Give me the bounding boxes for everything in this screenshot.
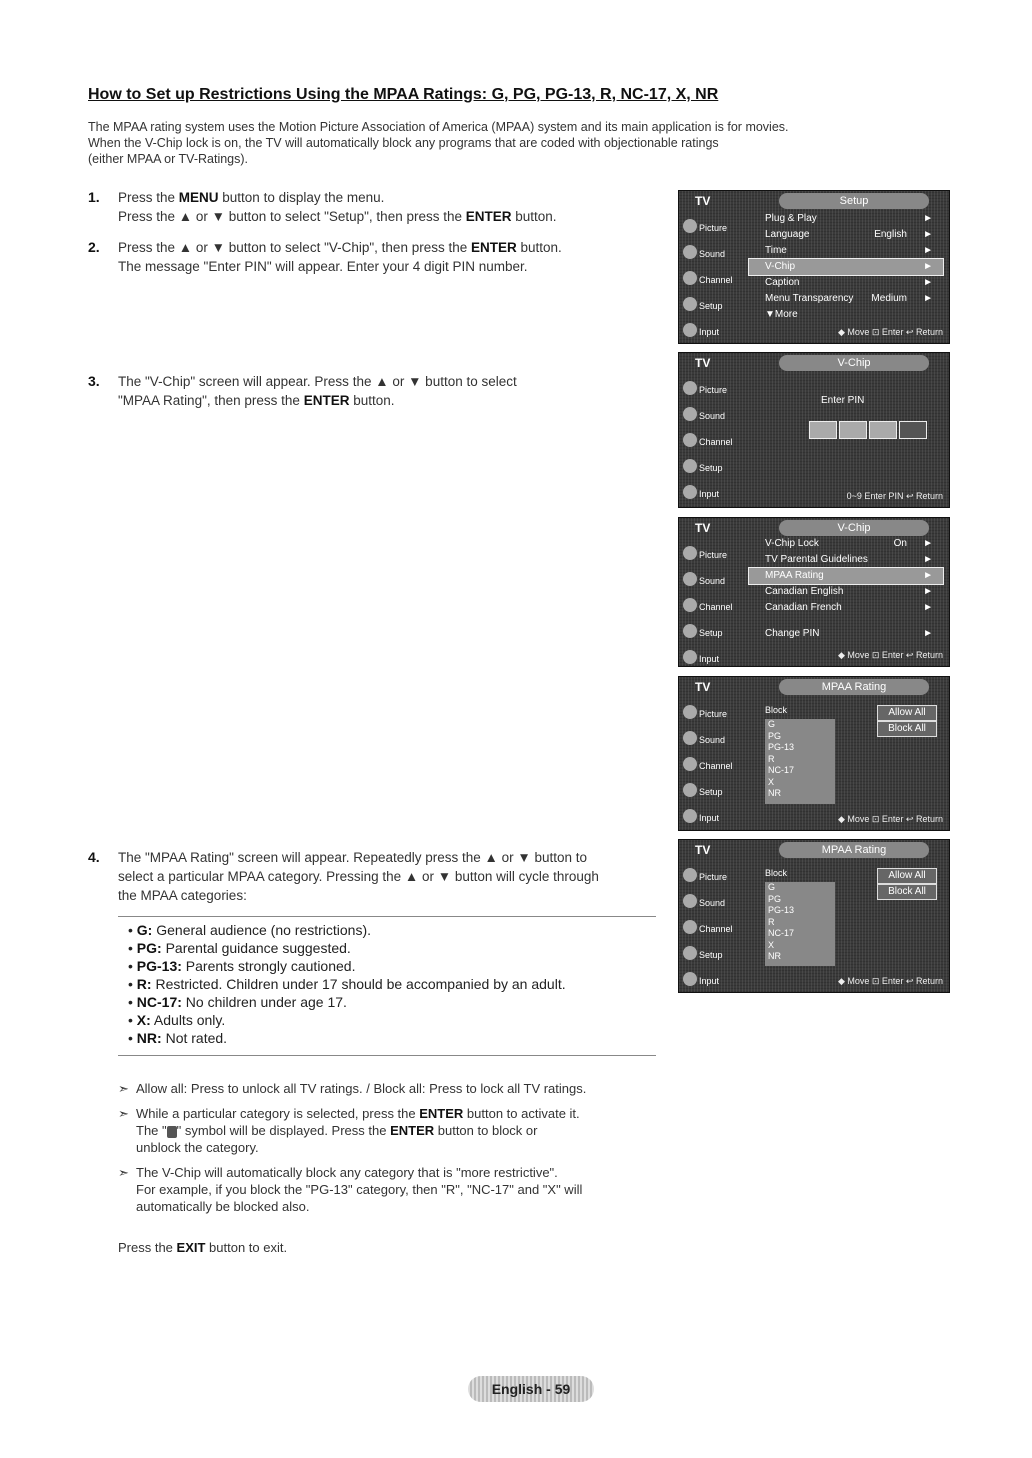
intro-line: The MPAA rating system uses the Motion Picture Association of America (MPAA) system and its main application is for movies.	[88, 120, 789, 134]
tv-label: TV	[695, 680, 711, 694]
side-item-input[interactable]: Input	[679, 803, 745, 829]
side-item-picture[interactable]: Picture	[679, 862, 745, 888]
side-item-setup[interactable]: Setup	[679, 618, 745, 644]
step-text: "MPAA Rating", then press the	[118, 393, 304, 408]
side-menu	[679, 699, 745, 823]
category-item: • PG-13: Parents strongly cautioned.	[128, 958, 356, 974]
category-item: • PG: Parental guidance suggested.	[128, 940, 351, 956]
rating-item[interactable]: R	[768, 916, 775, 927]
side-item-setup[interactable]: Setup	[679, 777, 745, 803]
note-auto-block: ➣ The V-Chip will automatically block any category that is "more restrictive". For example, if you block the "PG-13" category, then "R", "NC-17" and "X" will automatically be blocked also.	[118, 1165, 583, 1214]
rating-item[interactable]: X	[768, 939, 775, 950]
category-item: • NC-17: No children under age 17.	[128, 994, 347, 1010]
setup-menu-screen	[678, 190, 950, 344]
pin-digit[interactable]	[809, 421, 837, 439]
step-number: 2.	[88, 239, 100, 255]
side-item-channel[interactable]: Channel	[679, 592, 745, 618]
page-number: English - 59	[468, 1376, 594, 1402]
rating-item[interactable]: PG	[768, 893, 782, 904]
rating-item[interactable]: NR	[768, 788, 781, 798]
screen-title: MPAA Rating	[779, 842, 929, 858]
rating-item[interactable]: X	[768, 776, 775, 787]
note-arrow-icon: ➣	[118, 1165, 129, 1180]
side-item-channel[interactable]: Channel	[679, 751, 745, 777]
note-arrow-icon: ➣	[118, 1081, 129, 1096]
tv-label: TV	[695, 194, 711, 208]
step-text: the MPAA categories:	[118, 888, 247, 903]
intro-line: (either MPAA or TV-Ratings).	[88, 152, 249, 166]
pin-input[interactable]	[809, 421, 929, 444]
note-allow-block: ➣ Allow all: Press to unlock all TV ratings. / Block all: Press to lock all TV ratings.	[118, 1081, 587, 1096]
side-item-setup[interactable]: Setup	[679, 291, 745, 317]
menu-row[interactable]: Plug & Play ►	[765, 213, 933, 224]
step-key: ENTER	[303, 393, 350, 408]
menu-row[interactable]: ▼More	[765, 309, 798, 320]
menu-row-selected[interactable]: V-Chip ►	[749, 259, 943, 275]
enter-pin-label: Enter PIN	[821, 395, 865, 406]
step-text: button.	[516, 240, 562, 255]
side-menu	[679, 540, 745, 664]
step-text: select a particular MPAA category. Pressing the ▲ or ▼ button will cycle through	[118, 869, 599, 884]
menu-row[interactable]: Caption ►	[765, 277, 933, 288]
page-title: How to Set up Restrictions Using the MPAA Ratings: G, PG, PG-13, R, NC-17, X, NR	[88, 86, 719, 103]
rating-item[interactable]: NR	[768, 951, 781, 961]
side-item-channel[interactable]: Channel	[679, 265, 745, 291]
rating-item[interactable]: R	[768, 753, 775, 764]
side-item-picture[interactable]: Picture	[679, 213, 745, 239]
step-text: The message "Enter PIN" will appear. Enter your 4 digit PIN number.	[118, 259, 528, 274]
intro-line: When the V-Chip lock is on, the TV will automatically block any programs that are coded with objectionable ratings	[88, 136, 719, 150]
menu-row[interactable]: V-Chip Lock On ►	[765, 538, 933, 549]
pin-digit[interactable]	[869, 421, 897, 439]
block-column-header: Block	[765, 705, 788, 715]
rating-item[interactable]: PG-13	[768, 742, 795, 752]
side-item-channel[interactable]: Channel	[679, 427, 745, 453]
step-key: ENTER	[465, 209, 512, 224]
tv-label: TV	[695, 843, 711, 857]
menu-row[interactable]: Change PIN ►	[765, 628, 933, 639]
side-item-channel[interactable]: Channel	[679, 914, 745, 940]
menu-row-selected[interactable]: MPAA Rating ►	[749, 568, 943, 584]
rating-list	[765, 719, 835, 804]
side-item-sound[interactable]: Sound	[679, 239, 745, 265]
side-item-picture[interactable]: Picture	[679, 540, 745, 566]
screen-title: MPAA Rating	[779, 679, 929, 695]
menu-row[interactable]: Time ►	[765, 245, 933, 256]
side-item-input[interactable]: Input	[679, 966, 745, 992]
intro-paragraph	[88, 119, 928, 167]
side-item-picture[interactable]: Picture	[679, 375, 745, 401]
pin-digit[interactable]	[899, 421, 927, 439]
screen-footer: ◆ Move ⊡ Enter ↩ Return	[837, 327, 943, 337]
step-text: Press the ▲ or ▼ button to select "Setup", then press the	[118, 209, 466, 224]
vchip-screen	[678, 517, 950, 667]
note-arrow-icon: ➣	[118, 1106, 129, 1121]
rating-item[interactable]: PG	[768, 730, 782, 741]
category-item: • G: General audience (no restrictions).	[128, 922, 372, 938]
screen-title: V-Chip	[779, 520, 929, 536]
tv-label: TV	[695, 356, 711, 370]
rating-item[interactable]: G	[768, 882, 776, 892]
screen-title: V-Chip	[779, 355, 929, 371]
step-number: 1.	[88, 189, 100, 205]
rating-item[interactable]: NC-17	[768, 765, 795, 775]
side-item-sound[interactable]: Sound	[679, 566, 745, 592]
side-item-sound[interactable]: Sound	[679, 725, 745, 751]
note-select-category: ➣ While a particular category is selected, press the ENTER button to activate it. The " " symbol will be displayed. Press the ENTER button to block or unblock the category.	[118, 1106, 580, 1155]
side-item-sound[interactable]: Sound	[679, 888, 745, 914]
allow-all-button[interactable]: Allow All	[877, 868, 937, 884]
step-text: button to display the menu.	[218, 190, 385, 205]
side-item-input[interactable]: Input	[679, 317, 745, 343]
step-key: MENU	[178, 190, 219, 205]
side-menu	[679, 375, 745, 499]
menu-row[interactable]: Language English ►	[765, 229, 933, 240]
side-item-picture[interactable]: Picture	[679, 699, 745, 725]
step-number: 4.	[88, 849, 100, 865]
screen-footer: 0~9 Enter PIN ↩ Return	[846, 491, 943, 501]
tv-label: TV	[695, 521, 711, 535]
rating-item[interactable]: G	[768, 719, 776, 729]
step-text: The "V-Chip" screen will appear. Press the ▲ or ▼ button to select	[118, 374, 517, 389]
mpaa-rating-screen	[678, 676, 950, 831]
rating-item[interactable]: PG-13	[768, 905, 795, 915]
menu-row[interactable]: Canadian English ►	[765, 586, 933, 597]
exit-instruction: Press the EXIT button to exit.	[118, 1240, 288, 1255]
rating-item[interactable]: NC-17	[768, 928, 795, 938]
screen-title: Setup	[779, 193, 929, 209]
menu-row[interactable]: TV Parental Guidelines ►	[765, 554, 933, 565]
category-item: • NR: Not rated.	[128, 1030, 228, 1046]
mpaa-category-list	[118, 916, 656, 1056]
block-all-button[interactable]: Block All	[877, 721, 937, 737]
step-text: Press the ▲ or ▼ button to select "V-Chip", then press the	[118, 240, 471, 255]
step-number: 3.	[88, 373, 100, 389]
step-text: The "MPAA Rating" screen will appear. Repeatedly press the ▲ or ▼ button to	[118, 850, 588, 865]
side-menu	[679, 213, 745, 337]
side-item-sound[interactable]: Sound	[679, 401, 745, 427]
rating-list	[765, 882, 835, 966]
step-text: button.	[349, 393, 395, 408]
mpaa-rating-screen-2	[678, 839, 950, 993]
lock-icon	[167, 1126, 177, 1138]
side-item-setup[interactable]: Setup	[679, 940, 745, 966]
step-text: Press the	[118, 190, 179, 205]
category-item: • R: Restricted. Children under 17 should be accompanied by an adult.	[128, 976, 566, 992]
side-item-input[interactable]: Input	[679, 644, 745, 667]
step-text: button.	[511, 209, 557, 224]
enter-pin-screen	[678, 352, 950, 508]
screen-footer: ◆ Move ⊡ Enter ↩ Return	[837, 976, 943, 986]
side-item-setup[interactable]: Setup	[679, 453, 745, 479]
category-item: • X: Adults only.	[128, 1012, 226, 1028]
side-menu	[679, 862, 745, 986]
menu-row[interactable]: Canadian French ►	[765, 602, 933, 613]
pin-digit[interactable]	[839, 421, 867, 439]
step-key: ENTER	[470, 240, 517, 255]
notes	[118, 1080, 678, 1223]
block-all-button[interactable]: Block All	[877, 884, 937, 900]
block-column-header: Block	[765, 868, 788, 878]
allow-all-button[interactable]: Allow All	[877, 705, 937, 721]
screen-footer: ◆ Move ⊡ Enter ↩ Return	[837, 650, 943, 660]
screen-footer: ◆ Move ⊡ Enter ↩ Return	[837, 814, 943, 824]
side-item-input[interactable]: Input	[679, 479, 745, 505]
menu-row[interactable]: Menu Transparency Medium ►	[765, 293, 933, 304]
